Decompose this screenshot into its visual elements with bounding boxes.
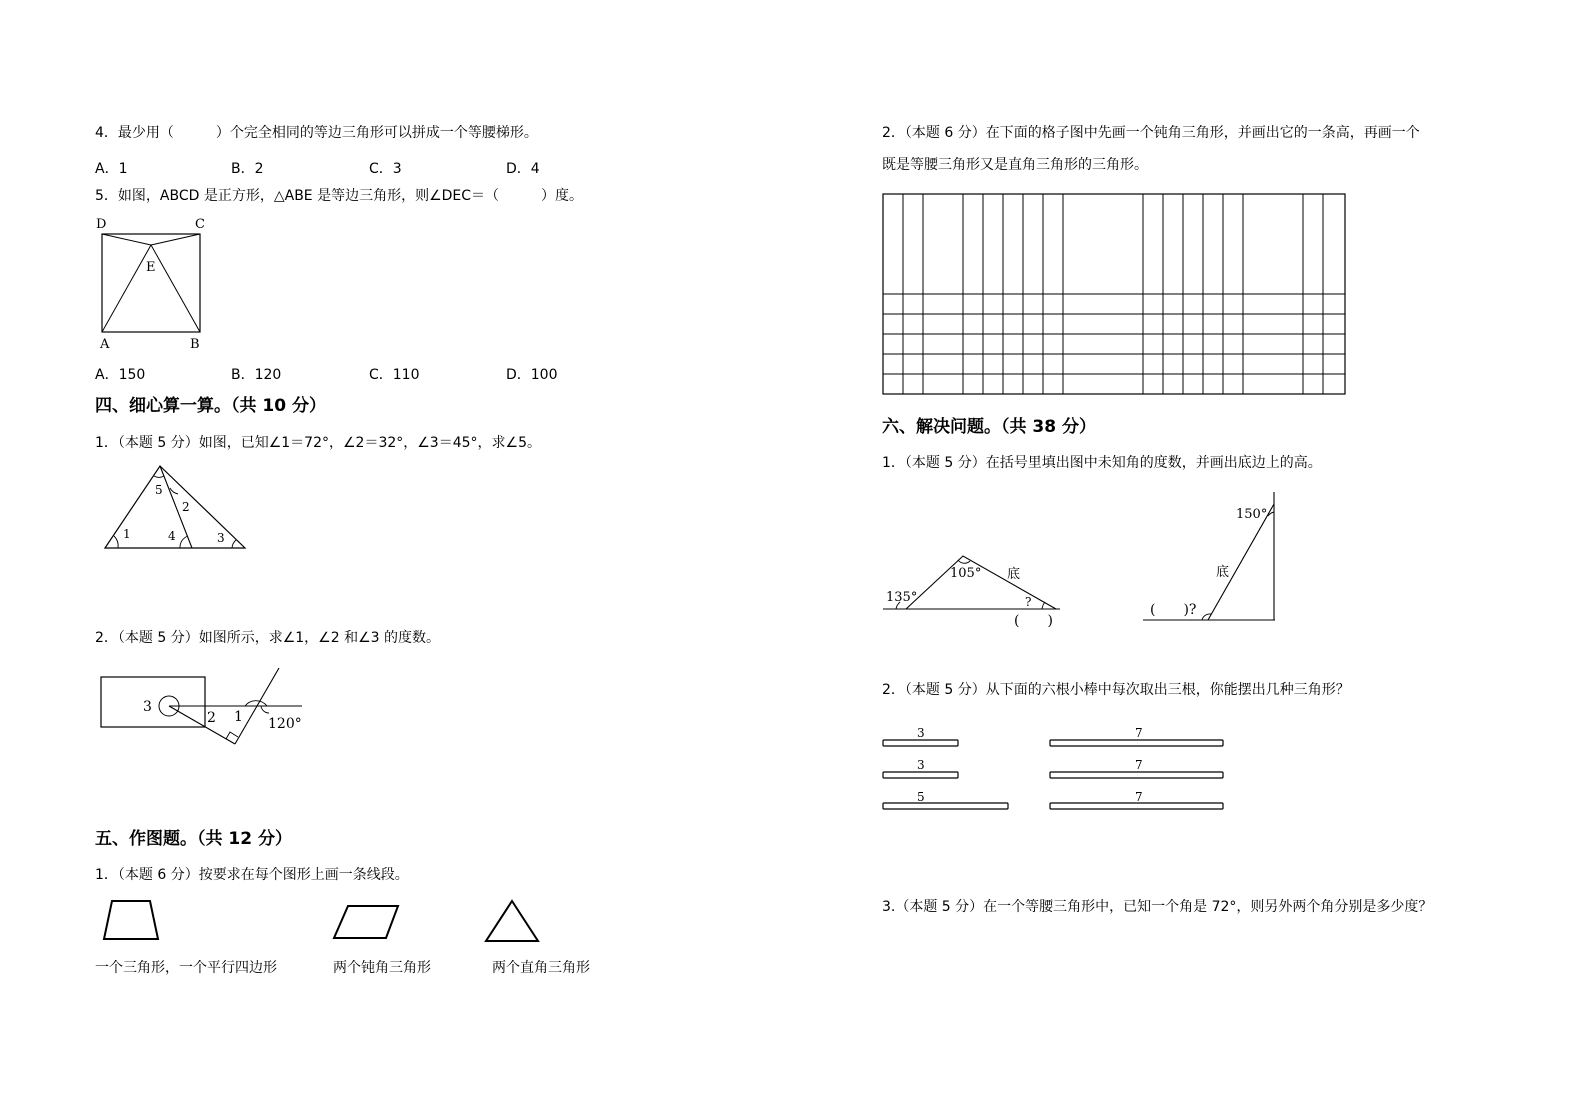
q5-option-d: D．100 [506,367,558,383]
q4-option-d: D．4 [506,161,540,177]
tall-triangle-figure [1140,490,1280,625]
label-d: D [96,217,107,232]
square-triangle-figure [90,214,220,354]
drawing-grid [882,193,1348,397]
obtuse-triangle-figure [880,548,1075,633]
q5-option-c: C．110 [369,367,420,383]
s4-question-1-text: 1．（本题 5 分）如图，已知∠1＝72°，∠2＝32°，∠3＝45°，求∠5。 [95,435,541,451]
angle-label-1: 1 [123,527,131,541]
stick-label: 7 [1135,790,1143,804]
stick-2 [883,758,958,778]
label-e: E [146,260,156,275]
angle-label-3: 3 [217,531,225,545]
answer-bracket: ( )? [1150,602,1197,618]
stick-5 [1050,758,1223,778]
question-5-text: 5．如图，ABCD 是正方形，△ABE 是等边三角形，则∠DEC＝（ ）度。 [95,188,584,204]
angle-label-135: 135° [886,590,918,605]
q5-option-a: A．150 [95,367,146,383]
unknown-angle-label: ? [1025,595,1032,609]
angle-label-1: 1 [234,709,243,725]
label-b: B [190,337,200,352]
label-a: A [100,337,110,352]
answer-bracket: ( ) [1014,613,1053,629]
label-c: C [195,217,205,232]
angle-label-2: 2 [207,710,216,726]
q4-option-c: C．3 [369,161,402,177]
s6-question-1-text: 1．（本题 5 分）在括号里填出图中未知角的度数，并画出底边上的高。 [882,455,1322,471]
section-4-heading: 四、细心算一算。（共 10 分） [95,396,326,416]
stick-label: 7 [1135,758,1143,772]
stick-label: 3 [917,758,925,772]
triangle-shape [482,895,544,947]
base-label: 底 [1216,565,1230,580]
s5-question-1-text: 1．（本题 6 分）按要求在每个图形上画一条线段。 [95,867,409,883]
parallelogram-shape [330,900,405,945]
question-4-text: 4．最少用（ ）个完全相同的等边三角形可以拼成一个等腰梯形。 [95,125,538,141]
caption-triangle: 两个直角三角形 [492,960,590,976]
section-6-heading: 六、解决问题。（共 38 分） [882,417,1096,437]
stick-label: 5 [917,790,925,804]
angle-label-4: 4 [168,529,176,543]
stick-label: 7 [1135,726,1143,740]
section-5-heading: 五、作图题。（共 12 分） [95,829,292,849]
angle-label-120: 120° [268,716,302,732]
angle-label-2: 2 [182,500,190,514]
q5-option-b: B．120 [231,367,282,383]
angle-label-150: 150° [1236,507,1268,522]
triangle-angles-figure [100,462,250,554]
angle-label-3: 3 [143,699,152,715]
stick-3 [883,790,1008,809]
caption-parallelogram: 两个钝角三角形 [333,960,431,976]
stick-1 [883,726,958,746]
stick-label: 3 [917,726,925,740]
base-label: 底 [1007,567,1021,582]
trapezoid-shape [100,895,165,945]
caption-trapezoid: 一个三角形，一个平行四边形 [95,960,277,976]
sticks-figure [880,722,1230,817]
angle-label-105: 105° [950,566,982,581]
s6-question-3-text: 3.（本题 5 分）在一个等腰三角形中，已知一个角是 72°，则另外两个角分别是多少度？ [882,899,1433,915]
q4-option-a: A．1 [95,161,128,177]
s6-question-2-text: 2．（本题 5 分）从下面的六根小棒中每次取出三根，你能摆出几种三角形？ [882,682,1350,698]
q4-option-b: B．2 [231,161,264,177]
stick-6 [1050,790,1223,809]
angle-label-5: 5 [155,483,163,497]
rectangle-lines-figure [95,664,310,748]
right-question-2-line2: 既是等腰三角形又是直角三角形的三角形。 [882,157,1148,173]
stick-4 [1050,726,1223,746]
right-question-2-line1: 2．（本题 6 分）在下面的格子图中先画一个钝角三角形，并画出它的一条高，再画一个 [882,125,1420,141]
s4-question-2-text: 2．（本题 5 分）如图所示，求∠1，∠2 和∠3 的度数。 [95,630,440,646]
